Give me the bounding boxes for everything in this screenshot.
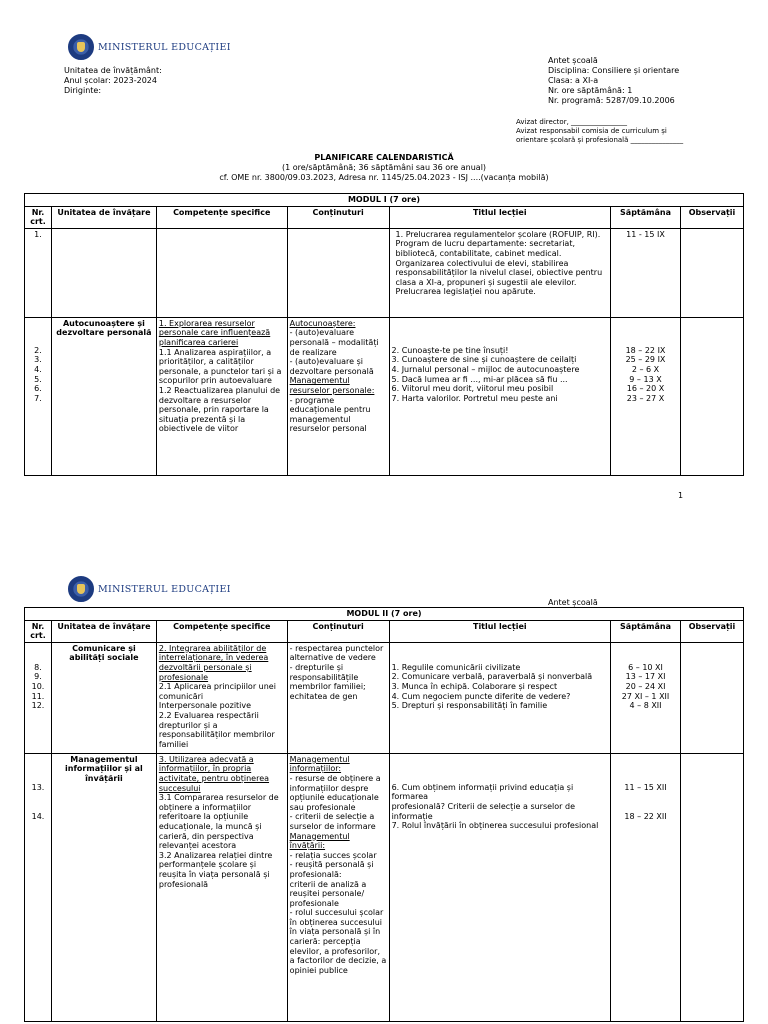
competences: 3. Utilizarea adecvată a informațiilor, în propria activitate, pentru obținerea succesului 3.1 Compararea resurselor de obținere a informațiilor referitoare la opțiunile educaționale, la muncă și carieră, din perspectiva relevanței acestora 3.2 Analizarea relației dintre performanțele școlare și reușita în viața personală și profesională	[156, 753, 287, 1021]
commission-approval-line2: orientare școlară și profesională _______________	[516, 136, 684, 144]
document-subtitle: (1 ore/săptămână; 36 săptămâni sau 36 ore anual)	[281, 163, 487, 172]
col-contents: Conținuturi	[287, 206, 389, 228]
contents: Autocunoaștere: - (auto)evaluare personală – modalități de realizare - (auto)evaluare și dezvoltare personală Managementul resurselor personale: - programe educaționale pentru managementul resurselor personal	[287, 317, 389, 475]
col-notes: Observații	[680, 206, 743, 228]
col-week: Săptămâna	[611, 620, 681, 642]
week: 11 - 15 IX	[611, 228, 681, 317]
contents: Managementul informațiilor: - resurse de obținere a informațiilor despre opțiunile educaționale sau profesionale - criterii de selecție a surselor de informare Managementul învățării: - relația succes școlar - reușită personală și profesională: criterii de analiză a reușitei personale/ profesionale - rolul succesului școlar în obținerea succesului în viața personală și în carieră: percepția elevilor, a profesorilor, a factorilor de decizie, a opiniei publice	[287, 753, 389, 1021]
class: Clasa: a XI-a	[548, 76, 599, 85]
learning-unit: Comunicare și abilități sociale	[51, 642, 156, 753]
approvals	[516, 118, 683, 145]
ministry-name: MINISTERUL EDUCAȚIEI	[98, 41, 231, 53]
table-row	[25, 642, 744, 753]
table-row	[25, 317, 744, 475]
row-nr: 13. 14.	[25, 753, 52, 1021]
page-number: 1	[678, 491, 684, 500]
module1-heading: MODUL I (7 ore)	[25, 194, 744, 207]
header-left	[64, 66, 162, 96]
col-week: Săptămâna	[611, 206, 681, 228]
legal-reference: cf. OME nr. 3800/09.03.2023, Adresa nr. 1145/25.04.2023 - ISJ ....(vacanța mobilă)	[219, 173, 549, 182]
learning-unit: Autocunoaștere și dezvoltare personală	[51, 317, 156, 475]
col-unit: Unitatea de învățare	[51, 620, 156, 642]
header-right	[548, 56, 679, 106]
col-competences: Competențe specifice	[156, 206, 287, 228]
week: 18 – 22 IX 25 – 29 IX 2 – 6 X 9 – 13 X 16 – 20 X 23 – 27 X	[611, 317, 681, 475]
col-lesson-title: Titlul lecției	[389, 620, 610, 642]
learning-unit: Managementul informațiilor și al învățării	[51, 753, 156, 1021]
col-nr: Nr. crt.	[25, 206, 52, 228]
col-contents: Conținuturi	[287, 620, 389, 642]
curriculum-number: Nr. programă: 5287/09.10.2006	[548, 96, 675, 105]
col-unit: Unitatea de învățare	[51, 206, 156, 228]
row-nr: 2. 3. 4. 5. 6. 7.	[25, 317, 52, 475]
col-competences: Competențe specifice	[156, 620, 287, 642]
module1-table	[24, 193, 744, 476]
table-row	[25, 753, 744, 1021]
school-year: Anul școlar: 2023-2024	[64, 76, 157, 85]
form-teacher-label: Diriginte:	[64, 86, 102, 95]
school-unit-label: Unitatea de învățământ:	[64, 66, 162, 75]
contents: - respectarea punctelor alternative de vedere - drepturile și responsabilitățile membrilor familiei; echitatea de gen	[287, 642, 389, 753]
competences: 2. Integrarea abilităților de interrelaționare, în vederea dezvoltării personale și profesionale 2.1 Aplicarea principiilor unei comunicări Interpersonale pozitive 2.2 Evaluarea respectării drepturilor și a responsabilităților membrilor familiei	[156, 642, 287, 753]
coat-of-arms-icon	[68, 576, 94, 602]
school-letterhead: Antet școală	[548, 56, 598, 65]
coat-of-arms-icon	[68, 34, 94, 60]
document-title: PLANIFICARE CALENDARISTICĂ	[314, 153, 454, 162]
col-lesson-title: Titlul lecției	[389, 206, 611, 228]
week: 6 – 10 XI 13 – 17 XI 20 – 24 XI 27 XI – 1 XII 4 – 8 XII	[611, 642, 681, 753]
school-letterhead-page2: Antet școală	[548, 598, 598, 607]
ministry-logo-page2	[68, 576, 231, 602]
competences: 1. Explorarea resurselor personale care influențează planificarea carierei 1.1 Analizarea aspirațiilor, a priorităților, a calităților personale, a punctelor tari și a scopurilor prin autoevaluare 1.2 Reactualizarea planului de dezvoltare a resurselor personale, prin raportare la situația prezentă și la obiectivele de viitor	[156, 317, 287, 475]
module2-heading: MODUL II (7 ore)	[25, 608, 744, 621]
row-nr: 1.	[25, 228, 52, 317]
ministry-logo	[68, 34, 231, 60]
lesson-title: 1. Regulile comunicării civilizate 2. Comunicare verbală, paraverbală și nonverbală 3. Munca în echipă. Colaborare și respect 4. Cum negociem puncte diferite de vedere? 5. Drepturi și responsabilități în familie	[389, 642, 610, 753]
row-nr: 8. 9. 10. 11. 12.	[25, 642, 52, 753]
document-title-block	[24, 153, 744, 183]
module2-table	[24, 607, 744, 1022]
discipline: Disciplina: Consiliere și orientare	[548, 66, 680, 75]
week: 11 – 15 XII 18 – 22 XII	[611, 753, 681, 1021]
table-row	[25, 228, 744, 317]
weekly-hours: Nr. ore săptămână: 1	[548, 86, 633, 95]
lesson-title: 2. Cunoaște-te pe tine însuți! 3. Cunoaștere de sine și cunoaștere de ceilalți 4. Jurnalul personal – mijloc de autocunoaștere 5. Dacă lumea ar fi ..., mi-ar plăcea să fiu ... 6. Viitorul meu dorit, viitorul meu posibil 7. Harta valorilor. Portretul meu peste ani	[389, 317, 611, 475]
lesson-title: 6. Cum obținem informații privind educația și formarea profesională? Criterii de selecție a surselor de informație 7. Rolul învățării în obținerea succesului profesional	[389, 753, 610, 1021]
ministry-name: MINISTERUL EDUCAȚIEI	[98, 583, 231, 595]
commission-approval-line1: Avizat responsabil comisia de curriculum și	[516, 127, 667, 135]
col-nr: Nr. crt.	[25, 620, 52, 642]
director-approval: Avizat director, ________________	[516, 118, 628, 126]
col-notes: Observații	[681, 620, 744, 642]
lesson-title: 1. Prelucrarea regulamentelor școlare (ROFUIP, RI). Program de lucru departamente: secretariat, bibliotecă, contabilitate, cabinet medical. Organizarea colectivului de elevi, stabilirea responsabilităților la nivelul clasei, obiective pentru clasa a XI-a, propuneri și sugestii ale elevilor. Prelucrarea legislației nou apărute.	[389, 228, 611, 317]
